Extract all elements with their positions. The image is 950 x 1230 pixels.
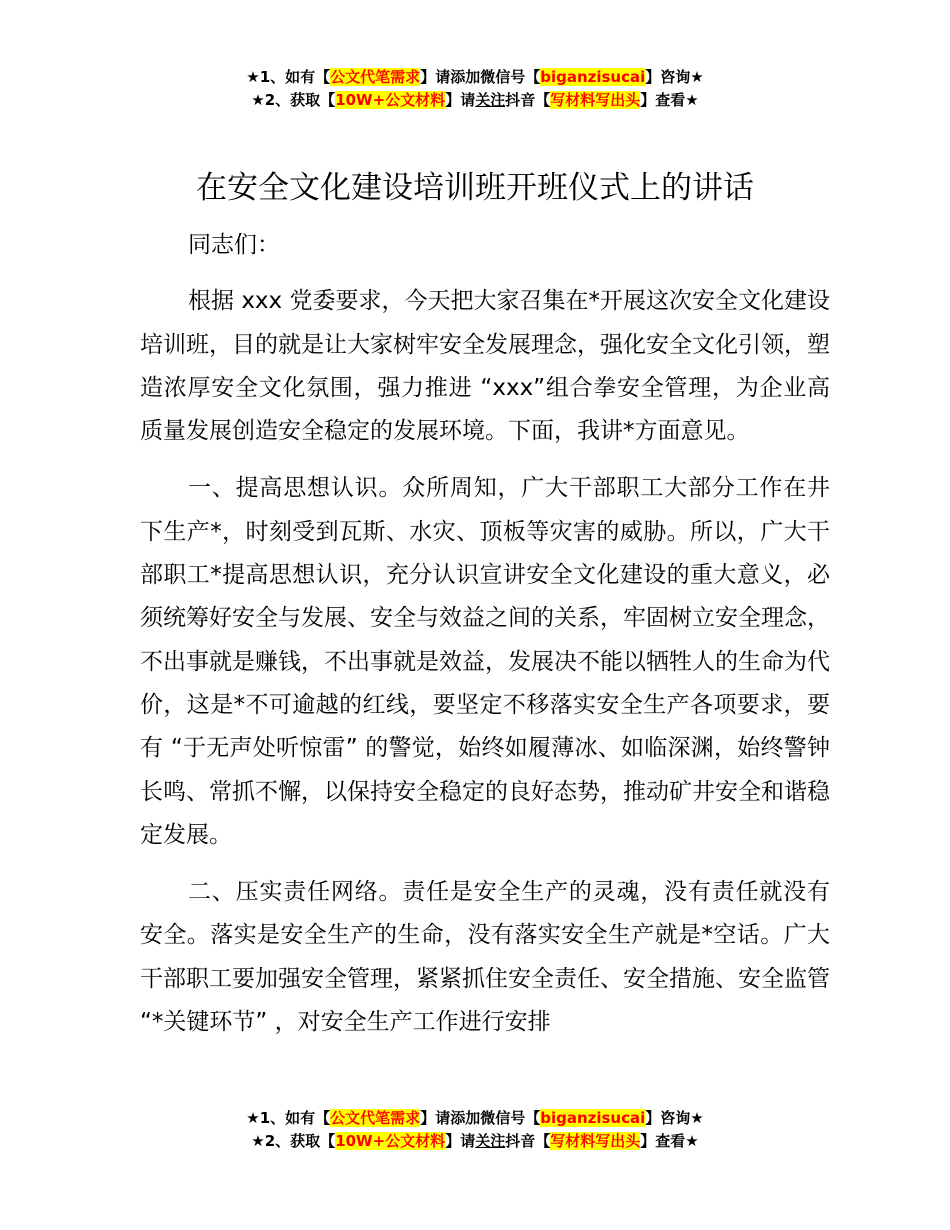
footer-line-1-prefix: ★1、如有【 (246, 1109, 331, 1127)
header-line-2-prefix: ★2、获取【 (251, 91, 336, 109)
footer-line-1 (0, 1107, 950, 1130)
header-line-1-prefix: ★1、如有【 (246, 68, 331, 86)
header-line-1 (0, 66, 950, 89)
footer-line-2 (0, 1130, 950, 1153)
header-banner (0, 66, 950, 112)
header-line-2-middle-a: 】请 (445, 91, 476, 109)
footer-highlight-materials: 10W+公文材料 (335, 1132, 446, 1150)
footer-line-2-suffix: 】查看★ (640, 1132, 699, 1150)
paragraph-section-2: 二、压实责任网络。责任是安全生产的灵魂，没有责任就没有安全。落实是安全生产的生命，没有落实安全生产就是*空话。广大干部职工要加强安全管理，紧紧抓住安全责任、安全措施、安全监管 “*关键环节” ，对安全生产工作进行安排 (140, 879, 830, 1036)
paragraph-section-1: 一、提高思想认识。众所周知，广大干部职工大部分工作在井下生产*，时刻受到瓦斯、水灾、顶板等灾害的威胁。所以，广大干部职工*提高思想认识，充分认识宣讲安全文化建设的重大意义，必须统筹好安全与发展、安全与效益之间的关系，牢固树立安全理念，不出事就是赚钱，不出事就是效益，发展决不能以牺牲人的生命为代价，这是*不可逾越的红线，要坚定不移落实安全生产各项要求，要有 “于无声处听惊雷” 的警觉，始终如履薄冰、如临深渊，始终警钟长鸣、常抓不懈，以保持安全稳定的良好态势，推动矿井安全和谐稳定发展。 (140, 475, 830, 848)
header-douyin-account: 写材料写出头 (550, 91, 641, 109)
document-body (140, 224, 830, 1058)
footer-banner (0, 1107, 950, 1153)
header-line-2 (0, 89, 950, 112)
footer-follow-link[interactable]: 关注 (475, 1132, 506, 1150)
paragraph-intro: 根据 xxx 党委要求，今天把大家召集在*开展这次安全文化建设培训班，目的就是让大家树牢安全发展理念，强化安全文化引领，塑造浓厚安全文化氛围，强力推进 “xxx”组合拳安全管理，为企业高质量发展创造安全稳定的发展环境。下面，我讲*方面意见。 (140, 288, 830, 445)
footer-line-2-middle-a: 】请 (445, 1132, 476, 1150)
footer-line-1-suffix: 】咨询★ (645, 1109, 704, 1127)
footer-wechat-id: biganzisucai (540, 1109, 646, 1127)
footer-line-1-middle: 】请添加微信号【 (420, 1109, 541, 1127)
header-highlight-materials: 10W+公文材料 (335, 91, 446, 109)
header-line-1-suffix: 】咨询★ (645, 68, 704, 86)
footer-douyin-account: 写材料写出头 (550, 1132, 641, 1150)
footer-line-2-middle-b: 抖音【 (505, 1132, 551, 1150)
header-follow-link[interactable]: 关注 (475, 91, 506, 109)
salutation: 同志们： (188, 232, 280, 258)
header-line-1-middle: 】请添加微信号【 (420, 68, 541, 86)
header-line-2-middle-b: 抖音【 (505, 91, 551, 109)
footer-line-2-prefix: ★2、获取【 (251, 1132, 336, 1150)
document-title: 在安全文化建设培训班开班仪式上的讲话 (196, 170, 754, 206)
header-wechat-id: biganzisucai (540, 68, 646, 86)
header-highlight-ghostwriting: 公文代笔需求 (330, 68, 421, 86)
header-line-2-suffix: 】查看★ (640, 91, 699, 109)
footer-highlight-ghostwriting: 公文代笔需求 (330, 1109, 421, 1127)
